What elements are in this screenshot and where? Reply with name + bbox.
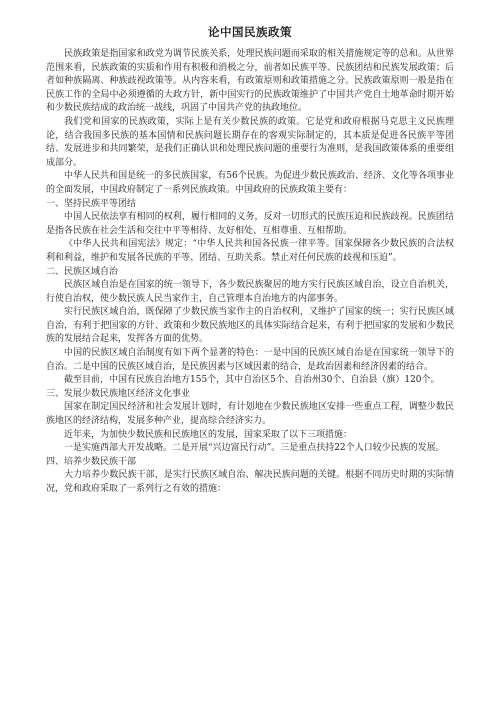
body-paragraph: 《中华人民共和国宪法》规定：“中华人民共和国各民族一律平等。国家保障各少数民族的合法权利和利益，维护和发展各民族的平等、团结、互助关系。禁止对任何民族的歧视和压迫”。 bbox=[46, 239, 454, 263]
body-paragraph: 截至目前，中国有民族自治地方155个，其中自治区5个、自治州30个、自治县（旗）120个。 bbox=[64, 375, 440, 386]
body-paragraph: 一是实施西部大开发战略。二是开展“兴边富民行动”。三是重点扶持22个人口较少民族的发展。 bbox=[64, 443, 445, 454]
body-paragraph: 近年来，为加快少数民族和民族地区的发展，国家采取了以下三项措施： bbox=[64, 429, 353, 440]
section-heading: 二、民族区域自治 bbox=[46, 266, 119, 277]
body-paragraph: 大力培养少数民族干部，是实行民族区域自治、解决民族问题的关键。根据不同历史时期的实际情况，党和政府采取了一系列行之有效的措施： bbox=[46, 470, 454, 494]
document-title: 论中国民族政策 bbox=[208, 25, 292, 39]
body-paragraph: 中国人民依法享有相同的权利，履行相同的义务，反对一切形式的民族压迫和民族歧视。民族团结是指各民族在社会生活和交往中平等相待、友好相处、互相尊重、互相帮助。 bbox=[46, 212, 454, 236]
document-body bbox=[46, 48, 454, 497]
body-paragraph: 实行民族区域自治，既保障了少数民族当家作主的自治权利，又维护了国家的统一；实行民族区域自治，有利于把国家的方针、政策和少数民族地区的具体实际结合起来，有利于把国家的发展和少数民族的发展结合起来，发挥各方面的优势。 bbox=[46, 307, 454, 345]
section-heading: 三、发展少数民族地区经济文化事业 bbox=[46, 388, 191, 399]
body-paragraph: 国家在制定国民经济和社会发展计划时，有计划地在少数民族地区安排一些重点工程，调整少数民族地区的经济结构，发展多种产业，提高综合经济实力。 bbox=[46, 402, 454, 427]
section-heading: 四、培养少数民族干部 bbox=[46, 456, 137, 467]
section-heading: 一、坚持民族平等团结 bbox=[46, 198, 137, 209]
body-paragraph: 中华人民共和国是统一的多民族国家，有56个民族。为促进少数民族政治、经济、文化等各项事业的全面发展，中国政府制定了一系列民族政策。中国政府的民族政策主要有： bbox=[46, 171, 454, 195]
body-paragraph: 民族区域自治是在国家的统一领导下，各少数民族聚居的地方实行民族区域自治，设立自治机关，行使自治权，使少数民族人民当家作主，自己管理本自治地方的内部事务。 bbox=[46, 280, 454, 304]
body-paragraph: 民族政策是指国家和政党为调节民族关系，处理民族问题而采取的相关措施规定等的总和。从世界范围来看，民族政策的实质和作用有积极和消极之分，前者如民族平等、民族团结和民族发展政策；后者如种族隔离、种族歧视政策等。从内容来看，有政策原则和政策措施之分。民族政策原则一般是指在民族工作的全局中必须遵循的大政方针，新中国实行的民族政策维护了中国共产党自土地革命时期开始和少数民族结成的政治统一战线，巩固了中国共产党的执政地位。 bbox=[46, 49, 454, 114]
body-paragraph: 我们党和国家的民族政策，实际上是有关少数民族的政策。它是党和政府根据马克思主义民族理论，结合我国多民族的基本国情和民族问题长期存在的客观实际制定的，其本质是促进各民族平等团结、发展进步和共同繁荣，是我们正确认识和处理民族问题的重要行为准则，是我国政策体系的重要组成部分。 bbox=[46, 116, 454, 168]
body-paragraph: 中国的民族区域自治制度有如下两个显著的特色：一是中国的民族区域自治是在国家统一领导下的自治。二是中国的民族区域自治，是民族因素与区域因素的结合，是政治因素和经济因素的结合。 bbox=[46, 348, 454, 372]
